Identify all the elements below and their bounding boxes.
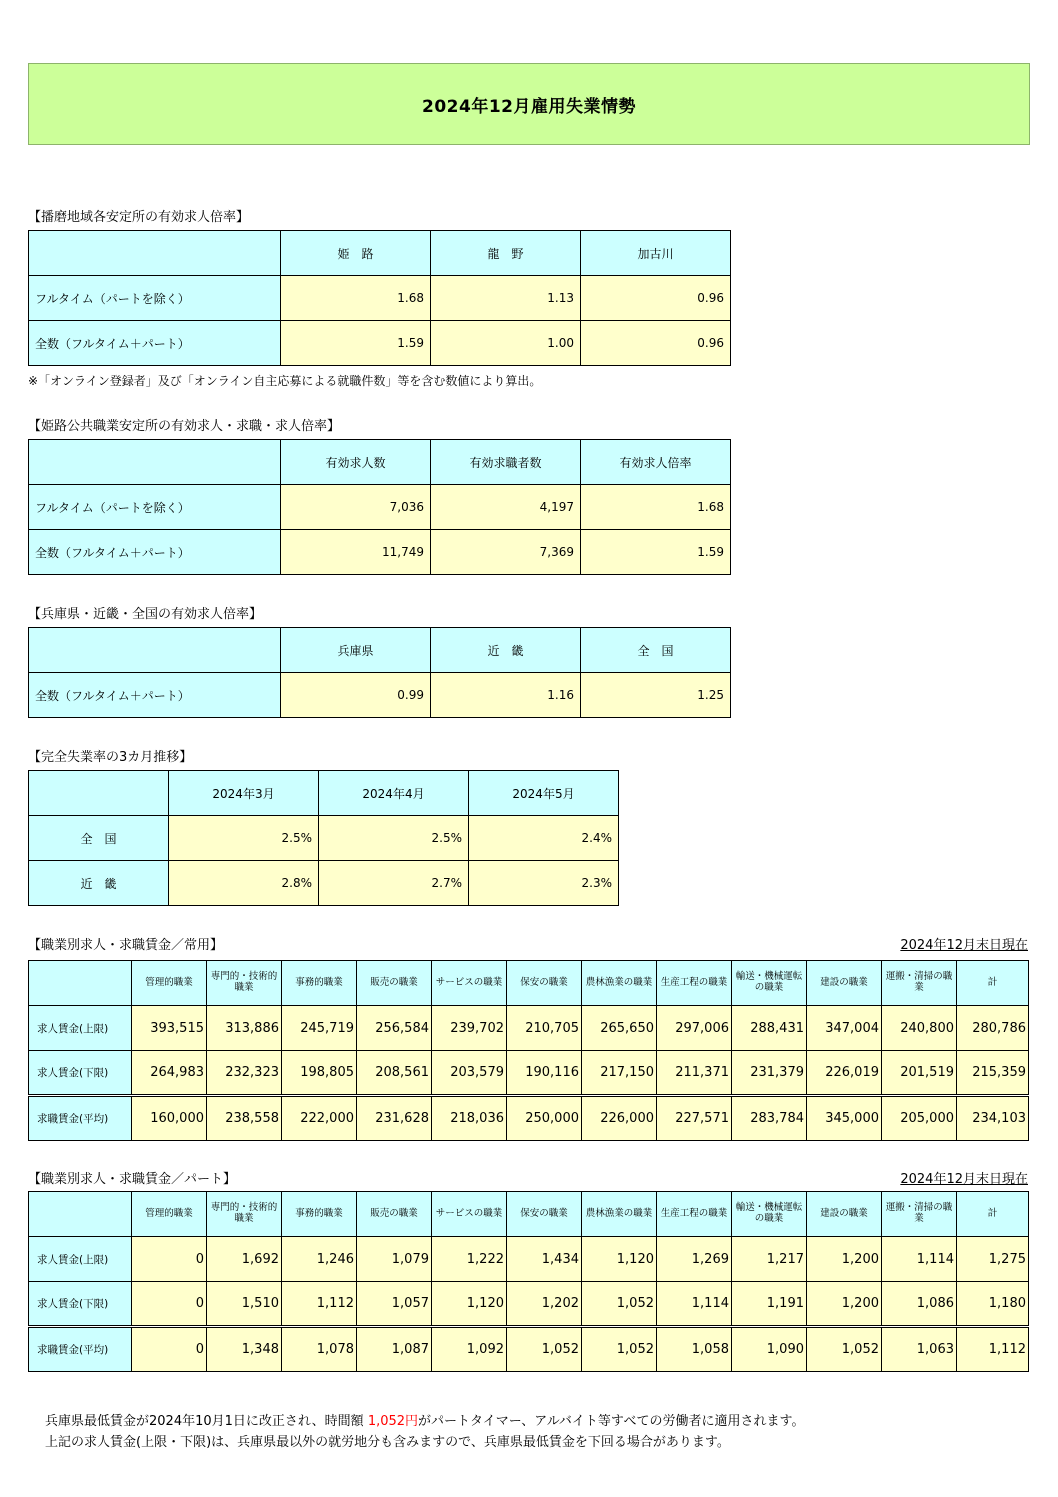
column-header: 農林漁業の職業	[582, 1192, 657, 1237]
table-cell: 0.96	[581, 276, 731, 321]
table-cell: 1,052	[582, 1282, 657, 1327]
table-cell: 1,200	[807, 1282, 882, 1327]
header-corner	[29, 1192, 132, 1237]
row-label: 近 畿	[29, 861, 169, 906]
table-cell: 256,584	[357, 1006, 432, 1051]
table-cell: 7,369	[431, 530, 581, 575]
column-header: 運搬・清掃の職業	[882, 1192, 957, 1237]
section6-as-of: 2024年12月末日現在	[900, 1172, 1028, 1187]
table-cell: 347,004	[807, 1006, 882, 1051]
table-cell: 1.68	[581, 485, 731, 530]
row-label: 全数（フルタイム＋パート）	[29, 530, 281, 575]
column-header: 兵庫県	[281, 628, 431, 673]
table-cell: 1.13	[431, 276, 581, 321]
table-row	[29, 1327, 1029, 1372]
column-header: 管理的職業	[132, 1192, 207, 1237]
table-cell: 1,510	[207, 1282, 282, 1327]
table-cell: 198,805	[282, 1051, 357, 1096]
row-label: 求人賃金(上限)	[29, 1237, 132, 1282]
table-cell: 0	[132, 1237, 207, 1282]
row-label: 全数（フルタイム＋パート）	[29, 321, 281, 366]
column-header: 保安の職業	[507, 961, 582, 1006]
footer-line-1	[45, 1410, 805, 1429]
table-cell: 1,191	[732, 1282, 807, 1327]
table-cell: 240,800	[882, 1006, 957, 1051]
table-cell: 234,103	[957, 1096, 1029, 1141]
column-header: 有効求人数	[281, 440, 431, 485]
table-cell: 190,116	[507, 1051, 582, 1096]
table-cell: 1,275	[957, 1237, 1029, 1282]
column-header: サービスの職業	[432, 961, 507, 1006]
column-header: 管理的職業	[132, 961, 207, 1006]
table-cell: 1.59	[581, 530, 731, 575]
section5-heading: 【職業別求人・求職賃金／常用】	[28, 938, 224, 953]
footer-text: 兵庫県最低賃金が2024年10月1日に改正され、時間額	[45, 1414, 368, 1429]
table-cell: 215,359	[957, 1051, 1029, 1096]
table-row	[29, 485, 731, 530]
harima-ratio-table	[28, 230, 731, 366]
table-header-row	[29, 231, 731, 276]
table-cell: 1,120	[582, 1237, 657, 1282]
column-header: 計	[957, 961, 1029, 1006]
column-header: 事務的職業	[282, 1192, 357, 1237]
table-cell: 1,090	[732, 1327, 807, 1372]
row-label: フルタイム（パートを除く）	[29, 276, 281, 321]
column-header: 販売の職業	[357, 961, 432, 1006]
column-header: 建設の職業	[807, 961, 882, 1006]
table-cell: 1,348	[207, 1327, 282, 1372]
table-cell: 232,323	[207, 1051, 282, 1096]
table-cell: 160,000	[132, 1096, 207, 1141]
column-header: 有効求職者数	[431, 440, 581, 485]
row-label: フルタイム（パートを除く）	[29, 485, 281, 530]
table-cell: 1,058	[657, 1327, 732, 1372]
table-cell: 288,431	[732, 1006, 807, 1051]
table-cell: 1.16	[431, 673, 581, 718]
minimum-wage-highlight: 1,052円	[367, 1414, 419, 1429]
table-cell: 1,434	[507, 1237, 582, 1282]
table-cell: 231,379	[732, 1051, 807, 1096]
section1-note: ※「オンライン登録者」及び「オンライン自主応募による就職件数」等を含む数値により算出。	[28, 374, 542, 388]
table-cell: 1.68	[281, 276, 431, 321]
table-cell: 1,269	[657, 1237, 732, 1282]
column-header: 販売の職業	[357, 1192, 432, 1237]
column-header: 有効求人倍率	[581, 440, 731, 485]
table-cell: 1,057	[357, 1282, 432, 1327]
table-cell: 0.99	[281, 673, 431, 718]
table-header-row	[29, 628, 731, 673]
table-cell: 245,719	[282, 1006, 357, 1051]
table-cell: 280,786	[957, 1006, 1029, 1051]
table-cell: 1,217	[732, 1237, 807, 1282]
table-cell: 203,579	[432, 1051, 507, 1096]
table-cell: 1,114	[657, 1282, 732, 1327]
table-cell: 1,202	[507, 1282, 582, 1327]
table-cell: 226,000	[582, 1096, 657, 1141]
table-cell: 1,087	[357, 1327, 432, 1372]
himeji-office-table	[28, 439, 731, 575]
table-cell: 345,000	[807, 1096, 882, 1141]
header-corner	[29, 440, 281, 485]
table-header-row	[29, 961, 1029, 1006]
table-cell: 0	[132, 1327, 207, 1372]
table-row	[29, 1237, 1029, 1282]
title-banner	[28, 63, 1030, 145]
table-cell: 210,705	[507, 1006, 582, 1051]
section4-heading: 【完全失業率の3カ月推移】	[28, 750, 193, 765]
table-row	[29, 1282, 1029, 1327]
column-header: 専門的・技術的職業	[207, 1192, 282, 1237]
table-cell: 2.3%	[469, 861, 619, 906]
column-header: サービスの職業	[432, 1192, 507, 1237]
regional-ratio-table	[28, 627, 731, 718]
table-cell: 1,112	[282, 1282, 357, 1327]
column-header: 生産工程の職業	[657, 1192, 732, 1237]
table-row	[29, 861, 619, 906]
table-row	[29, 530, 731, 575]
table-cell: 393,515	[132, 1006, 207, 1051]
table-cell: 208,561	[357, 1051, 432, 1096]
table-cell: 1,078	[282, 1327, 357, 1372]
table-cell: 1,114	[882, 1237, 957, 1282]
table-cell: 238,558	[207, 1096, 282, 1141]
table-cell: 201,519	[882, 1051, 957, 1096]
header-corner	[29, 771, 169, 816]
table-cell: 217,150	[582, 1051, 657, 1096]
row-label: 全数（フルタイム＋パート）	[29, 673, 281, 718]
header-corner	[29, 628, 281, 673]
table-cell: 283,784	[732, 1096, 807, 1141]
column-header: 運搬・清掃の職業	[882, 961, 957, 1006]
column-header: 保安の職業	[507, 1192, 582, 1237]
column-header: 龍 野	[431, 231, 581, 276]
table-header-row	[29, 440, 731, 485]
section1-heading: 【播磨地域各安定所の有効求人倍率】	[28, 210, 250, 225]
fulltime-wage-table	[28, 960, 1029, 1141]
row-label: 求職賃金(平均)	[29, 1327, 132, 1372]
page-title: 2024年12月雇用失業情勢	[422, 96, 636, 117]
table-cell: 1,246	[282, 1237, 357, 1282]
table-header-row	[29, 1192, 1029, 1237]
table-cell: 1,112	[957, 1327, 1029, 1372]
table-cell: 226,019	[807, 1051, 882, 1096]
table-cell: 1,692	[207, 1237, 282, 1282]
section6-heading: 【職業別求人・求職賃金／パート】	[28, 1172, 237, 1187]
section5-as-of: 2024年12月末日現在	[900, 938, 1028, 953]
column-header: 輸送・機械運転の職業	[732, 961, 807, 1006]
column-header: 輸送・機械運転の職業	[732, 1192, 807, 1237]
column-header: 専門的・技術的職業	[207, 961, 282, 1006]
table-row	[29, 1096, 1029, 1141]
table-cell: 4,197	[431, 485, 581, 530]
table-cell: 1,180	[957, 1282, 1029, 1327]
table-row	[29, 276, 731, 321]
table-cell: 0.96	[581, 321, 731, 366]
table-cell: 2.5%	[169, 816, 319, 861]
table-row	[29, 1051, 1029, 1096]
column-header: 建設の職業	[807, 1192, 882, 1237]
header-corner	[29, 961, 132, 1006]
table-cell: 1,052	[807, 1327, 882, 1372]
column-header: 2024年5月	[469, 771, 619, 816]
table-cell: 2.7%	[319, 861, 469, 906]
footer-text: がパートタイマー、アルバイト等すべての労働者に適用されます。	[418, 1414, 805, 1429]
column-header: 計	[957, 1192, 1029, 1237]
table-cell: 1,086	[882, 1282, 957, 1327]
column-header: 事務的職業	[282, 961, 357, 1006]
table-header-row	[29, 771, 619, 816]
table-cell: 239,702	[432, 1006, 507, 1051]
table-cell: 297,006	[657, 1006, 732, 1051]
section3-heading: 【兵庫県・近畿・全国の有効求人倍率】	[28, 607, 263, 622]
table-cell: 11,749	[281, 530, 431, 575]
table-cell: 250,000	[507, 1096, 582, 1141]
column-header: 加古川	[581, 231, 731, 276]
table-cell: 2.4%	[469, 816, 619, 861]
table-cell: 313,886	[207, 1006, 282, 1051]
table-cell: 1.25	[581, 673, 731, 718]
header-corner	[29, 231, 281, 276]
table-cell: 222,000	[282, 1096, 357, 1141]
column-header: 2024年4月	[319, 771, 469, 816]
footer-line-2: 上記の求人賃金(上限・下限)は、兵庫県最以外の就労地分も含みますので、兵庫県最低賃金を下回る場合があります。	[45, 1435, 730, 1450]
column-header: 2024年3月	[169, 771, 319, 816]
table-cell: 265,650	[582, 1006, 657, 1051]
column-header: 農林漁業の職業	[582, 961, 657, 1006]
row-label: 求人賃金(下限)	[29, 1051, 132, 1096]
table-cell: 2.5%	[319, 816, 469, 861]
table-cell: 1,222	[432, 1237, 507, 1282]
table-cell: 1,092	[432, 1327, 507, 1372]
column-header: 全 国	[581, 628, 731, 673]
parttime-wage-table	[28, 1191, 1029, 1372]
table-cell: 227,571	[657, 1096, 732, 1141]
table-cell: 1,200	[807, 1237, 882, 1282]
column-header: 近 畿	[431, 628, 581, 673]
table-cell: 1.00	[431, 321, 581, 366]
table-cell: 231,628	[357, 1096, 432, 1141]
column-header: 姫 路	[281, 231, 431, 276]
table-cell: 211,371	[657, 1051, 732, 1096]
table-cell: 1.59	[281, 321, 431, 366]
table-cell: 0	[132, 1282, 207, 1327]
table-row	[29, 816, 619, 861]
table-cell: 1,120	[432, 1282, 507, 1327]
table-cell: 205,000	[882, 1096, 957, 1141]
table-row	[29, 673, 731, 718]
table-row	[29, 321, 731, 366]
row-label: 求職賃金(平均)	[29, 1096, 132, 1141]
table-cell: 7,036	[281, 485, 431, 530]
table-cell: 218,036	[432, 1096, 507, 1141]
column-header: 生産工程の職業	[657, 961, 732, 1006]
unemployment-table	[28, 770, 619, 906]
table-cell: 1,063	[882, 1327, 957, 1372]
table-cell: 2.8%	[169, 861, 319, 906]
table-row	[29, 1006, 1029, 1051]
table-cell: 1,079	[357, 1237, 432, 1282]
row-label: 求人賃金(上限)	[29, 1006, 132, 1051]
section2-heading: 【姫路公共職業安定所の有効求人・求職・求人倍率】	[28, 419, 341, 434]
table-cell: 1,052	[507, 1327, 582, 1372]
row-label: 求人賃金(下限)	[29, 1282, 132, 1327]
table-cell: 1,052	[582, 1327, 657, 1372]
row-label: 全 国	[29, 816, 169, 861]
table-cell: 264,983	[132, 1051, 207, 1096]
